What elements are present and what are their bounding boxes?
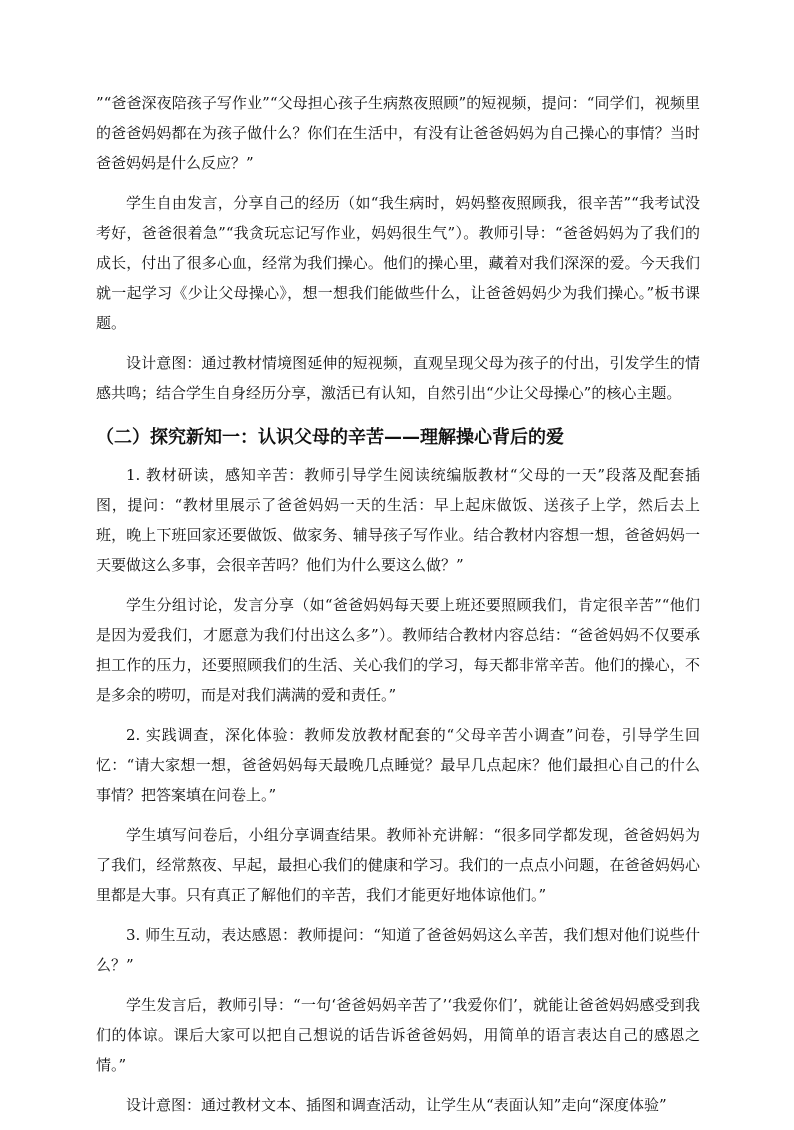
- section-heading: （二）探究新知一：认识父母的辛苦——理解操心背后的爱: [96, 427, 564, 448]
- section-paragraph-textbook-reading: 1. 教材研读，感知辛苦：教师引导学生阅读统编版教材“父母的一天”段落及配套插图，提问：“教材里展示了爸爸妈妈一天的生活：早上起床做饭、送孩子上学，然后去上班，晚上下班回家还要做饭、做家务、辅导孩子写作业。结合教材内容想一想，爸爸妈妈一天要做这么多事，会很辛苦吗？他们为什么要这么做？”: [96, 466, 700, 574]
- document-page: [96, 88, 700, 1130]
- section-paragraph-group-discussion: 学生分组讨论，发言分享（如“爸爸妈妈每天要上班还要照顾我们，肯定很辛苦”“他们是因为爱我们，才愿意为我们付出这么多”）。教师结合教材内容总结：“爸爸妈妈不仅要承担工作的压力，还要照顾我们的生活、关心我们的学习，每天都非常辛苦。他们的操心，不是多余的唠叨，而是对我们满满的爱和责任。”: [96, 596, 700, 704]
- section-paragraph-design-intent: 设计意图：通过教材文本、插图和调查活动，让学生从“表面认知”走向“深度体验”: [126, 1096, 667, 1114]
- section-paragraph-gratitude: 学生发言后，教师引导：“一句‘爸爸妈妈辛苦了’‘我爱你们’，就能让爸爸妈妈感受到我们的体谅。课后大家可以把自己想说的话告诉爸爸妈妈，用简单的语言表达自己的感恩之情。”: [96, 996, 700, 1074]
- section-paragraph-survey-results: 学生填写问卷后，小组分享调查结果。教师补充讲解：“很多同学都发现，爸爸妈妈为了我们，经常熬夜、早起，最担心我们的健康和学习。我们的一点点小问题，在爸爸妈妈心里都是大事。只有真正了解他们的辛苦，我们才能更好地体谅他们。”: [96, 826, 700, 904]
- section-paragraph-interaction: 3. 师生互动，表达感恩：教师提问：“知道了爸爸妈妈这么辛苦，我们想对他们说些什么？”: [96, 926, 700, 974]
- intro-paragraph-video: ”“爸爸深夜陪孩子写作业”“父母担心孩子生病熬夜照顾”的短视频，提问：“同学们，视频里的爸爸妈妈都在为孩子做什么？你们在生活中，有没有让爸爸妈妈为自己操心的事情？当时爸爸妈妈是什么反应？”: [96, 94, 700, 172]
- intro-paragraph-student-sharing: 学生自由发言，分享自己的经历（如“我生病时，妈妈整夜照顾我，很辛苦”“我考试没考好，爸爸很着急”“我贪玩忘记写作业，妈妈很生气”）。教师引导：“爸爸妈妈为了我们的成长，付出了很多心血，经常为我们操心。他们的操心里，藏着对我们深深的爱。今天我们就一起学习《少让父母操心》，想一想我们能做些什么，让爸爸妈妈少为我们操心。”板书课题。: [96, 194, 700, 332]
- intro-paragraph-design-intent: 设计意图：通过教材情境图延伸的短视频，直观呈现父母为孩子的付出，引发学生的情感共鸣；结合学生自身经历分享，激活已有认知，自然引出“少让父母操心”的核心主题。: [96, 354, 700, 402]
- section-paragraph-survey: 2. 实践调查，深化体验：教师发放教材配套的“父母辛苦小调查”问卷，引导学生回忆：“请大家想一想，爸爸妈妈每天最晚几点睡觉？最早几点起床？他们最担心自己的什么事情？把答案填在问卷上。”: [96, 726, 700, 804]
